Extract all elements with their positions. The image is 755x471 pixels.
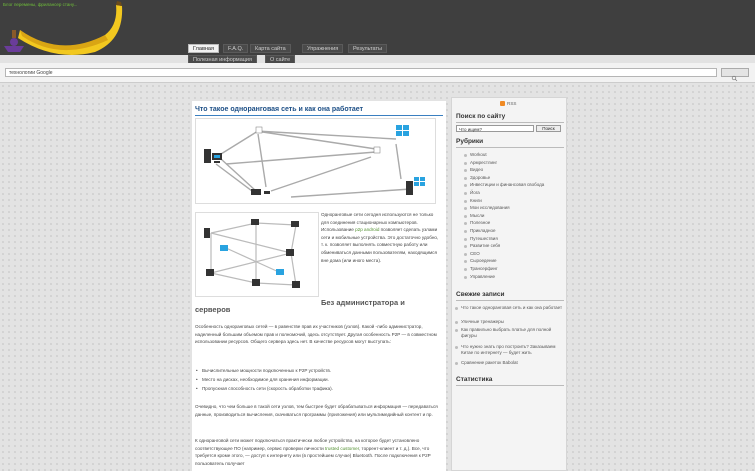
rss-link[interactable] <box>500 101 516 106</box>
tab-faq[interactable]: F.A.Q. <box>223 44 248 53</box>
rss-label: RSS <box>507 101 517 106</box>
paragraph-features: Особенность одноранговых сетей — в равенстве прав их участников (узлов). Какой -либо администратор, наделенный большим объемом прав и полномочий, здесь отсутствует. Другая особенность P2P — в совместном использовании ресурсов. Общего сервера здесь нет. В качестве ресурсов могут выступать: <box>195 324 437 345</box>
divider <box>456 122 564 123</box>
paragraph-speed: Очевидно, что чем больше в такой сети узлов, тем быстрее будет обрабатываться информация — передаваться данные, производиться вычисления, скачиваться программы (приложения) или мультимедийный контент и пр. <box>195 404 438 417</box>
categories-heading: Рубрики <box>456 138 484 145</box>
site-search-button[interactable]: Поиск <box>536 125 561 132</box>
google-search-bar <box>0 63 755 83</box>
tab-results[interactable]: Результаты <box>348 44 387 53</box>
tab-exercises[interactable]: Упражнения <box>302 44 343 53</box>
divider <box>456 147 564 148</box>
section-heading-line1: Без администратора и <box>321 298 405 307</box>
recent-heading: Свежие записи <box>456 291 505 298</box>
tab-sitemap[interactable]: Карта сайта <box>250 44 291 53</box>
recent-post-link[interactable]: Сравнение ракеток Babolat <box>461 360 563 366</box>
paragraph-devices <box>195 437 439 467</box>
site-header <box>0 0 755 63</box>
p2p-android-link[interactable]: p2p android <box>355 227 380 233</box>
tab-about[interactable]: О сайте <box>265 55 295 64</box>
post-content <box>192 101 446 471</box>
list-item: • Место на дисках, необходимое для хранения информации. <box>202 376 437 384</box>
banana-logo[interactable] <box>0 0 125 55</box>
category-link[interactable]: Йога <box>470 190 480 195</box>
recent-post-link[interactable]: Уличные тренажеры <box>461 319 563 325</box>
category-link[interactable]: Видео <box>470 167 484 173</box>
sidebar <box>451 97 567 471</box>
intro-text-1: Одноранговые сети сегодня используются не только для соединения стационарных компьютеров. Использование <box>321 212 434 233</box>
category-link[interactable]: Прикладное <box>470 228 496 233</box>
post-intro <box>321 211 439 264</box>
recent-post-link[interactable]: Что нужно знать про построить? Заказываем Китае по интернету — будет жить <box>461 344 563 357</box>
site-tagline: Блог перемены, фрилансер стану... <box>3 2 78 7</box>
category-link[interactable]: Путешествия <box>470 235 498 241</box>
recent-post-link[interactable]: Как правильно выбрать платье для полной фигуры <box>461 327 563 340</box>
category-link[interactable]: Мысли <box>470 212 485 218</box>
category-link[interactable]: Книги <box>470 197 482 203</box>
category-link[interactable]: Здоровье <box>470 174 491 180</box>
category-link[interactable]: Сыроедение <box>470 258 497 264</box>
category-link[interactable]: Развитие себя <box>470 243 501 249</box>
p2p-mesh-diagram <box>195 212 319 297</box>
category-link[interactable]: Мои исследования <box>470 205 510 211</box>
google-search-button[interactable] <box>721 68 749 77</box>
site-search-input[interactable]: Что ищем? <box>456 125 534 132</box>
divider <box>456 300 564 301</box>
category-link[interactable]: Управление <box>470 273 496 279</box>
devices-text-1: К одноранговой сети может подключаться практически любое устройство, на которое будет установлено соответствующее ПО (например, сервис проверки личности <box>195 438 420 451</box>
section-heading-line2: серверов <box>195 305 231 314</box>
search-heading: Поиск по сайту <box>456 113 506 120</box>
category-link[interactable]: Инвестиции и финансовая свобода <box>470 182 545 188</box>
stats-heading: Статистика <box>456 376 493 383</box>
category-link[interactable]: Полезное <box>470 220 491 226</box>
devices-text-2: , торрент-клиент и т. д.). Все, что требуется кроме этого, — доступ к интернету или (в простейшем случае) Bluetooth. После подключения к P2P пользователь получает <box>195 445 431 466</box>
recent-post-link[interactable]: Что такое одноранговая сеть и как она работает <box>461 305 563 310</box>
google-search-input[interactable]: технологии Google <box>5 68 717 77</box>
list-item: • Пропускная способность сети (скорость обработки трафика). <box>202 385 437 393</box>
title-divider <box>195 115 443 116</box>
divider <box>456 385 564 386</box>
search-icon <box>722 75 748 82</box>
p2p-network-diagram <box>195 118 436 204</box>
trusted-customer-link[interactable]: trusted customer <box>325 445 359 451</box>
list-item: • Вычислительные мощности подключенных к P2P устройств. <box>202 367 437 375</box>
category-link[interactable]: Трансерфинг <box>470 266 498 271</box>
category-link[interactable]: Workout <box>470 152 487 157</box>
tab-home[interactable]: Главная <box>188 44 219 53</box>
tab-useful-info[interactable]: Полезная информация <box>188 55 257 64</box>
category-link[interactable]: Армрестлинг <box>470 159 498 165</box>
intro-text-2: позволяет сделать узлами сети и мобильные устройства. Это достаточно удобно, т. к. позволяет выполнять совместную работу или обмениваться данными пользователям, находящимся вне дома (или иного места). <box>321 227 439 263</box>
category-link[interactable]: СЕО <box>470 250 480 256</box>
post-title[interactable]: Что такое одноранговая сеть и как она работает <box>195 106 364 113</box>
rss-icon <box>500 101 505 106</box>
